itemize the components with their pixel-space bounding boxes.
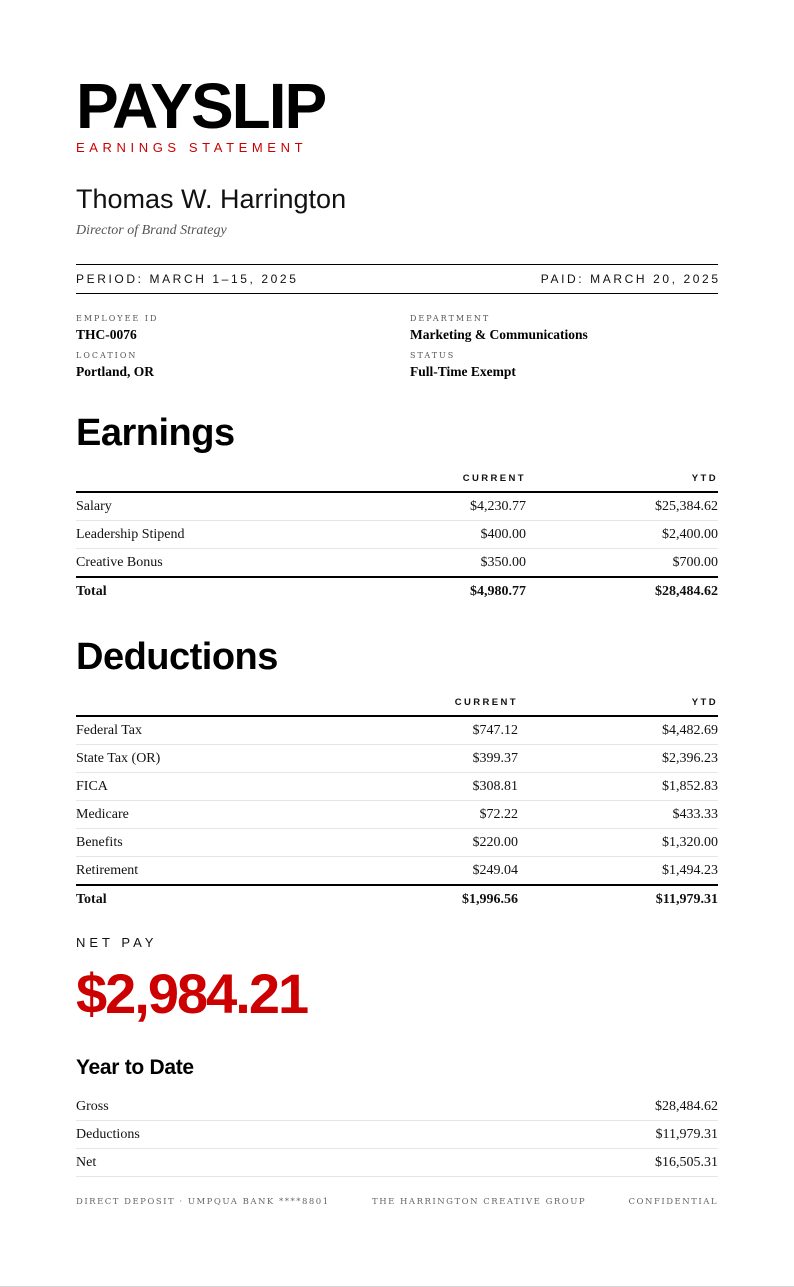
column-header-current: CURRENT	[440, 689, 518, 716]
pay-period: PERIOD: MARCH 1–15, 2025	[76, 272, 299, 286]
meta-status	[410, 351, 710, 381]
row-current: $220.00	[440, 829, 518, 857]
row-label: Salary	[76, 492, 440, 521]
row-label: Retirement	[76, 857, 440, 886]
ytd-value: $11,979.31	[655, 1126, 718, 1142]
row-current: $308.81	[440, 773, 518, 801]
earnings-table	[76, 465, 718, 606]
table-row	[76, 549, 718, 578]
deductions-heading: Deductions	[76, 636, 278, 678]
row-ytd: $433.33	[518, 801, 718, 829]
row-ytd: $2,396.23	[518, 745, 718, 773]
row-current: $400.00	[440, 521, 526, 549]
employee-name: Thomas W. Harrington	[76, 184, 347, 214]
ytd-value: $16,505.31	[655, 1154, 718, 1170]
meta-label: EMPLOYEE ID	[76, 314, 159, 323]
column-header-current: CURRENT	[440, 465, 526, 492]
ytd-label: Deductions	[76, 1126, 140, 1142]
ytd-label: Net	[76, 1154, 97, 1170]
column-header-label	[76, 465, 440, 492]
row-current: $72.22	[440, 801, 518, 829]
table-row	[76, 773, 718, 801]
meta-label: STATUS	[410, 351, 456, 360]
column-header-label	[76, 689, 440, 716]
net-pay-label: NET PAY	[76, 935, 158, 950]
row-current: $249.04	[440, 857, 518, 886]
row-current: $399.37	[440, 745, 518, 773]
table-row	[76, 492, 718, 521]
meta-value: Portland, OR	[76, 364, 155, 379]
total-ytd: $28,484.62	[655, 584, 718, 599]
table-row	[76, 801, 718, 829]
ytd-label: Gross	[76, 1098, 109, 1114]
footer-confidential: CONFIDENTIAL	[628, 1197, 718, 1207]
total-current: $4,980.77	[470, 584, 526, 599]
table-row	[76, 521, 718, 549]
meta-label: LOCATION	[76, 351, 138, 360]
total-row	[76, 577, 718, 606]
row-label: Federal Tax	[76, 716, 440, 745]
column-header-ytd: YTD	[518, 689, 718, 716]
period-bar	[76, 264, 721, 294]
row-label: State Tax (OR)	[76, 745, 440, 773]
row-label: Leadership Stipend	[76, 521, 440, 549]
table-row	[76, 829, 718, 857]
table-row	[76, 716, 718, 745]
meta-value: THC-0076	[76, 327, 137, 342]
row-ytd: $1,852.83	[518, 773, 718, 801]
meta-value: Full-Time Exempt	[410, 364, 516, 379]
row-ytd: $4,482.69	[518, 716, 718, 745]
ytd-summary	[76, 1093, 718, 1177]
row-current: $350.00	[440, 549, 526, 578]
ytd-heading: Year to Date	[76, 1056, 194, 1079]
page-subtitle: EARNINGS STATEMENT	[76, 140, 308, 155]
meta-value: Marketing & Communications	[410, 327, 588, 342]
meta-label: DEPARTMENT	[410, 314, 491, 323]
pay-date: PAID: MARCH 20, 2025	[540, 272, 721, 286]
net-pay-amount: $2,984.21	[76, 962, 308, 1025]
list-item	[76, 1149, 718, 1177]
row-ytd: $1,320.00	[518, 829, 718, 857]
table-row	[76, 857, 718, 886]
list-item	[76, 1093, 718, 1121]
meta-employee-id	[76, 314, 376, 344]
deductions-table	[76, 689, 718, 914]
column-header-ytd: YTD	[526, 465, 718, 492]
row-ytd: $700.00	[526, 549, 718, 578]
row-ytd: $2,400.00	[526, 521, 718, 549]
table-header-row	[76, 689, 718, 716]
total-label: Total	[76, 584, 107, 599]
row-label: Creative Bonus	[76, 549, 440, 578]
meta-location	[76, 351, 376, 381]
earnings-heading: Earnings	[76, 412, 235, 454]
row-ytd: $25,384.62	[526, 492, 718, 521]
ytd-value: $28,484.62	[655, 1098, 718, 1114]
table-header-row	[76, 465, 718, 492]
row-current: $747.12	[440, 716, 518, 745]
total-current: $1,996.56	[462, 892, 518, 907]
page-title: PAYSLIP	[76, 70, 326, 142]
row-label: Benefits	[76, 829, 440, 857]
row-current: $4,230.77	[440, 492, 526, 521]
total-label: Total	[76, 892, 107, 907]
footer-company: THE HARRINGTON CREATIVE GROUP	[372, 1197, 587, 1207]
row-label: Medicare	[76, 801, 440, 829]
footer-deposit: DIRECT DEPOSIT · UMPQUA BANK ****8801	[76, 1197, 330, 1207]
total-row	[76, 885, 718, 914]
row-ytd: $1,494.23	[518, 857, 718, 886]
total-ytd: $11,979.31	[655, 892, 718, 907]
meta-department	[410, 314, 710, 344]
footer	[76, 1197, 718, 1207]
row-label: FICA	[76, 773, 440, 801]
employee-title: Director of Brand Strategy	[76, 223, 227, 238]
list-item	[76, 1121, 718, 1149]
table-row	[76, 745, 718, 773]
